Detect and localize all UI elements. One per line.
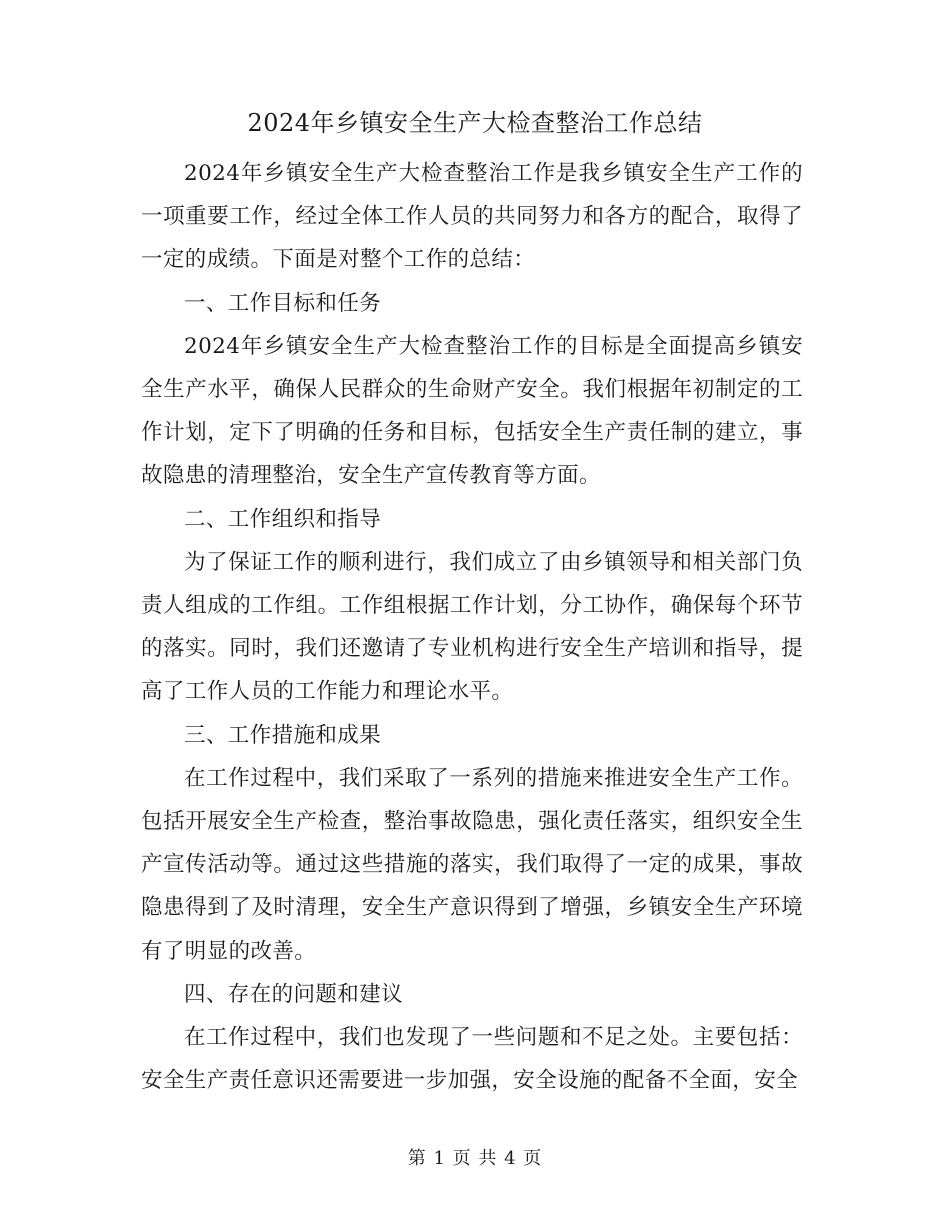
section-paragraph-3: 在工作过程中，我们采取了一系列的措施来推进安全生产工作。包括开展安全生产检查，整治事故隐患，强化责任落实，组织安全生产宣传活动等。通过这些措施的落实，我们取得了一定的成果，事故隐患得到了及时清理，安全生产意识得到了增强，乡镇安全生产环境有了明显的改善。 <box>141 765 803 964</box>
section-paragraph-2: 为了保证工作的顺利进行，我们成立了由乡镇领导和相关部门负责人组成的工作组。工作组根据工作计划，分工协作，确保每个环节的落实。同时，我们还邀请了专业机构进行安全生产培训和指导，提高了工作人员的工作能力和理论水平。 <box>141 549 803 705</box>
document-title: 2024年乡镇安全生产大检查整治工作总结 <box>247 109 703 137</box>
section-paragraph-4: 在工作过程中，我们也发现了一些问题和不足之处。主要包括：安全生产责任意识还需要进一步加强，安全设施的配备不全面，安全 <box>141 1025 803 1094</box>
section-heading-3: 三、工作措施和成果 <box>184 722 382 748</box>
section-heading-2: 二、工作组织和指导 <box>184 506 382 532</box>
section-heading-1: 一、工作目标和任务 <box>184 290 382 316</box>
intro-paragraph: 2024年乡镇安全生产大检查整治工作是我乡镇安全生产工作的一项重要工作，经过全体工作人员的共同努力和各方的配合，取得了一定的成绩。下面是对整个工作的总结： <box>141 161 803 273</box>
document-body <box>141 152 803 1102</box>
section-heading-4: 四、存在的问题和建议 <box>184 981 404 1007</box>
page-number-footer: 第 1 页 共 4 页 <box>407 1148 543 1169</box>
section-paragraph-1: 2024年乡镇安全生产大检查整治工作的目标是全面提高乡镇安全生产水平，确保人民群众的生命财产安全。我们根据年初制定的工作计划，定下了明确的任务和目标，包括安全生产责任制的建立，事故隐患的清理整治，安全生产宣传教育等方面。 <box>141 333 803 489</box>
